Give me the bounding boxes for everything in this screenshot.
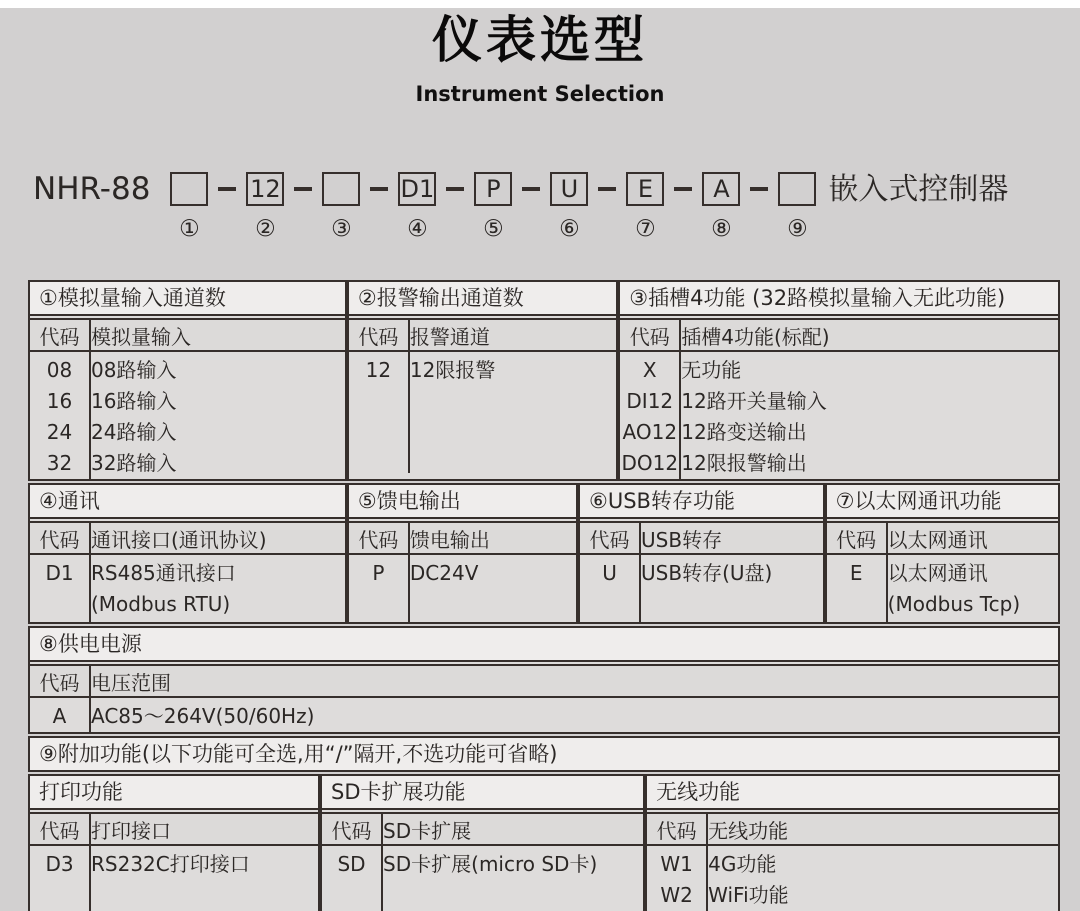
model-slot-9 — [778, 172, 816, 242]
section-usb-transfer — [578, 483, 825, 624]
code-value: E — [849, 561, 863, 585]
model-slot-5 — [474, 172, 512, 242]
code-value: W2 — [660, 883, 693, 907]
dash-separator — [446, 187, 464, 191]
desc-value: 12路变送输出 — [681, 420, 807, 444]
desc-header: 插槽4功能(标配) — [680, 319, 1058, 351]
desc-cell — [409, 554, 576, 622]
circled-number-8: ⑧ — [711, 216, 732, 242]
dash-separator — [522, 187, 540, 191]
code-header: 代码 — [647, 813, 707, 845]
code-header: 代码 — [30, 665, 90, 697]
model-slot-box-1 — [170, 172, 208, 206]
code-cell — [30, 554, 90, 622]
section-power-feed-output — [347, 483, 578, 624]
model-slot-box-5: P — [474, 172, 512, 206]
code-cell — [580, 554, 640, 622]
section-ethernet — [825, 483, 1060, 624]
circled-number-2: ② — [255, 216, 276, 242]
desc-header: USB转存 — [640, 522, 823, 554]
dash-separator — [294, 187, 312, 191]
desc-value: 4G功能 — [708, 852, 777, 876]
code-cell — [349, 351, 409, 473]
page-header — [0, 12, 1080, 106]
model-slot-6 — [550, 172, 588, 242]
code-value: 24 — [46, 420, 73, 444]
desc-cell — [887, 554, 1058, 622]
section-sd-card — [320, 774, 645, 911]
desc-cell — [680, 351, 1058, 479]
desc-header: 馈电输出 — [409, 522, 576, 554]
model-slot-box-6: U — [550, 172, 588, 206]
desc-cell — [90, 351, 345, 479]
page-title: 仪表选型 — [432, 11, 648, 69]
section-additional-functions-title: ⑨附加功能(以下功能可全选,用“/”隔开,不选功能可省略) — [28, 736, 1060, 772]
desc-header: 无线功能 — [707, 813, 1058, 845]
code-value: P — [372, 561, 385, 585]
model-code-line — [33, 172, 1080, 242]
code-cell — [30, 351, 90, 479]
code-header: 代码 — [349, 522, 409, 554]
model-slot-box-3 — [322, 172, 360, 206]
top-white-strip — [0, 0, 1080, 8]
desc-value: USB转存(U盘) — [641, 561, 773, 585]
code-cell — [620, 351, 680, 479]
band-4-title — [28, 736, 1060, 772]
model-slot-box-2: 12 — [246, 172, 284, 206]
model-slot-box-8: A — [702, 172, 740, 206]
code-value: SD — [337, 852, 366, 876]
desc-value: 12限报警输出 — [681, 451, 807, 475]
section-title: 打印功能 — [30, 776, 318, 810]
section-power-supply — [28, 626, 1060, 734]
section-title: ①模拟量输入通道数 — [30, 282, 345, 316]
desc-value: 无功能 — [681, 358, 742, 382]
section-title: ⑤馈电输出 — [349, 485, 576, 519]
desc-header: 通讯接口(通讯协议) — [90, 522, 345, 554]
section-slot4-function — [618, 280, 1060, 481]
model-prefix: NHR-88 — [33, 171, 151, 207]
model-slot-4 — [398, 172, 436, 242]
code-header: 代码 — [349, 319, 409, 351]
code-cell — [322, 845, 382, 911]
band-3 — [28, 626, 1060, 734]
code-cell — [349, 554, 409, 622]
code-header: 代码 — [30, 319, 90, 351]
desc-cell — [90, 554, 345, 622]
desc-value: (Modbus Tcp) — [887, 592, 1021, 616]
code-header: 代码 — [30, 813, 90, 845]
code-value: U — [602, 561, 617, 585]
band-4-subsections — [28, 774, 1060, 911]
dash-separator — [750, 187, 768, 191]
page-subtitle: Instrument Selection — [415, 82, 665, 106]
section-title: ④通讯 — [30, 485, 345, 519]
desc-value: WiFi功能 — [708, 883, 789, 907]
section-title: ③插槽4功能 (32路模拟量输入无此功能) — [620, 282, 1058, 316]
desc-value: 以太网通讯 — [887, 561, 988, 585]
section-alarm-output — [347, 280, 618, 481]
code-value: X — [642, 358, 657, 382]
model-slot-8 — [702, 172, 740, 242]
code-header: 代码 — [827, 522, 887, 554]
desc-cell — [707, 845, 1058, 911]
section-analog-input — [28, 280, 347, 481]
code-value: DO12 — [621, 451, 679, 475]
section-wireless — [645, 774, 1060, 911]
code-value: 16 — [46, 389, 73, 413]
code-value: W1 — [660, 852, 693, 876]
desc-value: DC24V — [409, 561, 479, 585]
desc-header: 模拟量输入 — [90, 319, 345, 351]
code-value: 12 — [365, 358, 392, 382]
code-cell — [30, 845, 90, 911]
circled-number-5: ⑤ — [483, 216, 504, 242]
code-value: D1 — [45, 561, 74, 585]
circled-number-3: ③ — [331, 216, 352, 242]
dash-separator — [598, 187, 616, 191]
code-value: 08 — [46, 358, 73, 382]
desc-value: RS485通讯接口 — [91, 561, 236, 585]
dash-separator — [674, 187, 692, 191]
desc-value: 32路输入 — [91, 451, 177, 475]
section-title: ②报警输出通道数 — [349, 282, 616, 316]
section-title: ⑦以太网通讯功能 — [827, 485, 1058, 519]
model-slot-3 — [322, 172, 360, 242]
section-print-function — [28, 774, 320, 911]
desc-value: 12路开关量输入 — [681, 389, 827, 413]
code-value: AO12 — [622, 420, 678, 444]
circled-number-9: ⑨ — [787, 216, 808, 242]
desc-header: SD卡扩展 — [382, 813, 643, 845]
dash-separator — [218, 187, 236, 191]
model-slot-7 — [626, 172, 664, 242]
code-value: DI12 — [626, 389, 674, 413]
circled-number-7: ⑦ — [635, 216, 656, 242]
model-slot-box-9 — [778, 172, 816, 206]
desc-header: 打印接口 — [90, 813, 318, 845]
desc-value: RS232C打印接口 — [91, 852, 250, 876]
code-cell — [30, 697, 90, 732]
code-cell — [647, 845, 707, 911]
code-value: 32 — [46, 451, 73, 475]
code-cell — [827, 554, 887, 622]
desc-header: 以太网通讯 — [887, 522, 1058, 554]
code-value: D3 — [45, 852, 74, 876]
desc-cell — [90, 697, 1058, 732]
desc-cell — [409, 351, 616, 473]
section-title: 无线功能 — [647, 776, 1058, 810]
desc-value: 12限报警 — [409, 358, 496, 382]
desc-cell — [640, 554, 823, 622]
code-header: 代码 — [620, 319, 680, 351]
model-slot-2 — [246, 172, 284, 242]
section-title: ⑧供电电源 — [30, 628, 1058, 662]
desc-header: 电压范围 — [90, 665, 1058, 697]
section-title: ⑥USB转存功能 — [580, 485, 823, 519]
circled-number-4: ④ — [407, 216, 428, 242]
code-header: 代码 — [322, 813, 382, 845]
model-slot-1 — [170, 172, 208, 242]
desc-value: (Modbus RTU) — [91, 592, 231, 616]
band-2 — [28, 483, 1060, 624]
dash-separator — [370, 187, 388, 191]
model-slot-box-4: D1 — [398, 172, 436, 206]
code-header: 代码 — [30, 522, 90, 554]
circled-number-1: ① — [179, 216, 200, 242]
desc-value: SD卡扩展(micro SD卡) — [383, 852, 598, 876]
desc-value: 08路输入 — [91, 358, 177, 382]
band-1 — [28, 280, 1060, 481]
desc-value: 24路输入 — [91, 420, 177, 444]
selection-table — [28, 280, 1060, 911]
desc-value: 16路输入 — [91, 389, 177, 413]
model-suffix: 嵌入式控制器 — [828, 172, 1009, 207]
model-slot-box-7: E — [626, 172, 664, 206]
code-header: 代码 — [580, 522, 640, 554]
desc-cell — [90, 845, 318, 911]
section-title: SD卡扩展功能 — [322, 776, 643, 810]
desc-cell — [382, 845, 643, 911]
desc-header: 报警通道 — [409, 319, 616, 351]
code-value: A — [52, 704, 67, 728]
desc-value: AC85～264V(50/60Hz) — [91, 704, 315, 728]
circled-number-6: ⑥ — [559, 216, 580, 242]
section-communication — [28, 483, 347, 624]
